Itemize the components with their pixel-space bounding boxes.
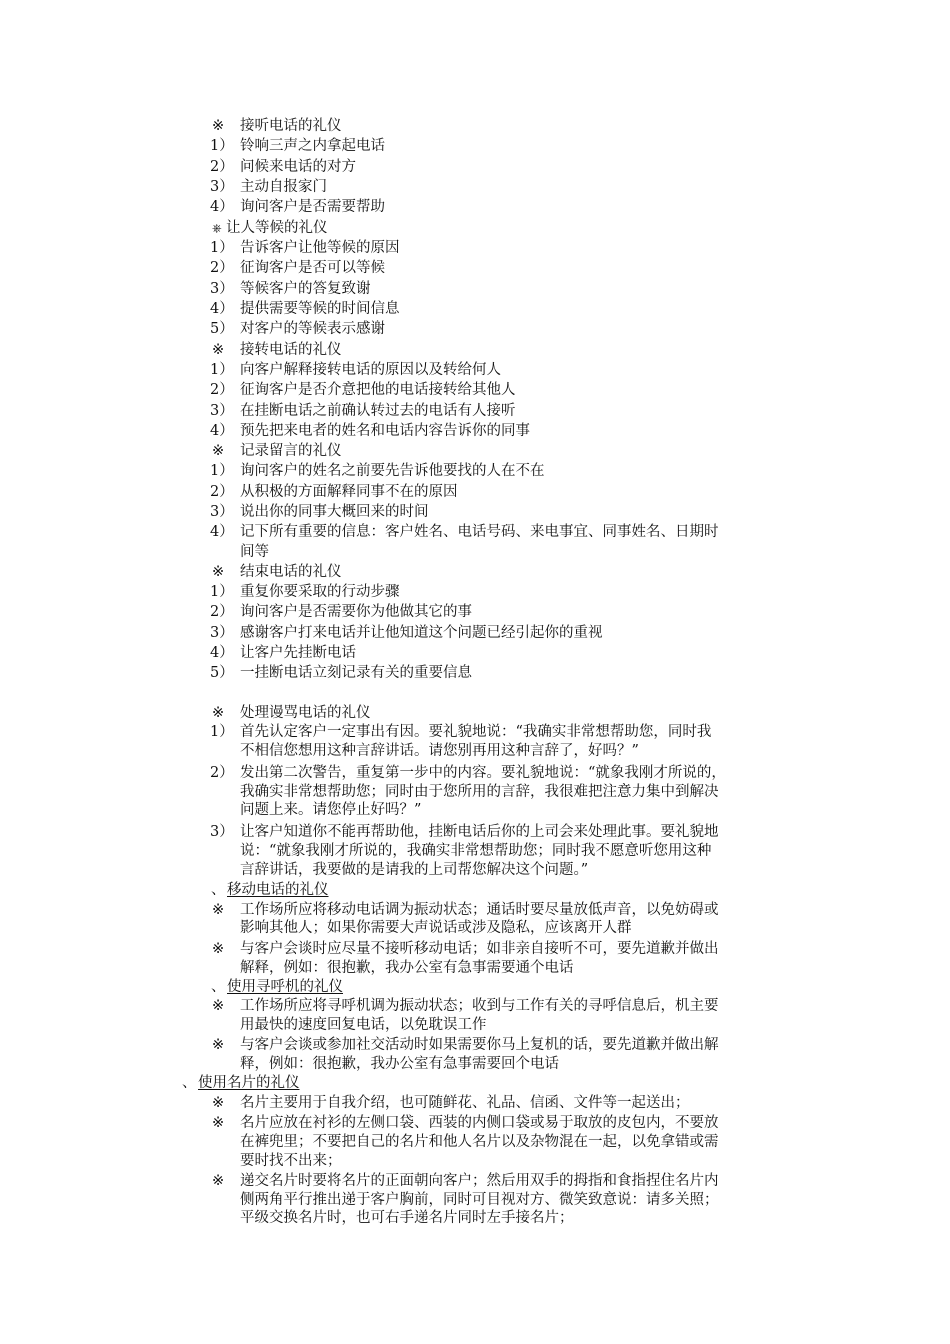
item-text: 主动自报家门 <box>240 179 327 195</box>
item-text: 不相信您想用这种言辞讲话。请您别再用这种言辞了，好吗？” <box>240 743 639 759</box>
item-text: 在挂断电话之前确认转过去的电话有人接听 <box>240 403 516 419</box>
item-text: 问题上来。请您停止好吗？” <box>240 802 422 818</box>
item-text: 征询客户是否介意把他的电话接转给其他人 <box>240 382 516 398</box>
item-text: 工作场所应将移动电话调为振动状态；通话时要尽量放低声音，以免妨碍或 <box>240 902 719 918</box>
item-text: 工作场所应将寻呼机调为振动状态；收到与工作有关的寻呼信息后，机主要 <box>240 998 719 1014</box>
item-text: 与客户会谈时应尽量不接听移动电话；如非亲自接听不可，要先道歉并做出 <box>240 941 719 957</box>
item-text: 解释，例如：很抱歉，我办公室有急事需要通个电话 <box>240 960 574 976</box>
item-text: 名片应放在衬衫的左侧口袋、西装的内侧口袋或易于取放的皮包内，不要放 <box>240 1115 719 1131</box>
item-number: 3） <box>210 824 234 840</box>
item-number: 5） <box>210 321 234 337</box>
item-text: 预先把来电者的姓名和电话内容告诉你的同事 <box>240 423 530 439</box>
heading-text: 结束电话的礼仪 <box>240 564 342 580</box>
item-text: 提供需要等候的时间信息 <box>240 301 400 317</box>
item-text: 说出你的同事大概回来的时间 <box>240 504 429 520</box>
heading-text: 让人等候的礼仪 <box>226 220 328 236</box>
item-text: 释，例如：很抱歉，我办公室有急事需要回个电话 <box>240 1056 559 1072</box>
item-text: 等候客户的答复致谢 <box>240 281 371 297</box>
item-text: 铃响三声之内拿起电话 <box>240 138 385 154</box>
item-text: 首先认定客户一定事出有因。要礼貌地说：“我确实非常想帮助您，同时我 <box>240 724 712 740</box>
item-number: 2） <box>210 604 234 620</box>
reference-mark: ※ <box>212 443 225 459</box>
item-text: 问候来电话的对方 <box>240 159 356 175</box>
item-number: 3） <box>210 625 234 641</box>
helm-symbol-icon: ⎈ <box>212 221 222 235</box>
item-number: 1） <box>210 584 234 600</box>
item-number: 1） <box>210 463 234 479</box>
enumeration-comma: 、 <box>182 1075 197 1091</box>
item-text: 对客户的等候表示感谢 <box>240 321 385 337</box>
reference-mark: ※ <box>212 998 225 1014</box>
reference-mark: ※ <box>212 118 225 134</box>
item-text: 询问客户是否需要帮助 <box>240 199 385 215</box>
item-number: 3） <box>210 403 234 419</box>
item-number: 3） <box>210 504 234 520</box>
reference-mark: ※ <box>212 1173 225 1189</box>
heading-text: 移动电话的礼仪 <box>227 882 329 898</box>
enumeration-comma: 、 <box>211 882 226 898</box>
heading-text: 记录留言的礼仪 <box>240 443 342 459</box>
item-text: 说：“就象我刚才所说的，我确实非常想帮助您；同时我不愿意听您用这种 <box>240 843 712 859</box>
item-text: 一挂断电话立刻记录有关的重要信息 <box>240 665 472 681</box>
enumeration-comma: 、 <box>211 979 226 995</box>
item-number: 2） <box>210 382 234 398</box>
reference-mark: ※ <box>212 941 225 957</box>
item-text: 询问客户是否需要你为他做其它的事 <box>240 604 472 620</box>
item-number: 1） <box>210 138 234 154</box>
item-text: 询问客户的姓名之前要先告诉他要找的人在不在 <box>240 463 545 479</box>
heading-text: 接转电话的礼仪 <box>240 342 342 358</box>
item-text: 征询客户是否可以等候 <box>240 260 385 276</box>
item-text: 名片主要用于自我介绍，也可随鲜花、礼品、信函、文件等一起送出； <box>240 1095 690 1111</box>
item-text: 向客户解释接转电话的原因以及转给何人 <box>240 362 501 378</box>
item-text: 间等 <box>240 544 269 560</box>
item-text: 在裤兜里；不要把自己的名片和他人名片以及杂物混在一起，以免拿错或需 <box>240 1134 719 1150</box>
item-text: 要时找不出来； <box>240 1153 342 1169</box>
item-number: 1） <box>210 240 234 256</box>
item-text: 告诉客户让他等候的原因 <box>240 240 400 256</box>
heading-text: 使用名片的礼仪 <box>198 1075 300 1091</box>
item-text: 让客户知道你不能再帮助他，挂断电话后你的上司会来处理此事。要礼貌地 <box>240 824 719 840</box>
item-number: 2） <box>210 260 234 276</box>
reference-mark: ※ <box>212 1095 225 1111</box>
item-text: 发出第二次警告，重复第一步中的内容。要礼貌地说：“就象我刚才所说的， <box>240 765 726 781</box>
reference-mark: ※ <box>212 705 225 721</box>
reference-mark: ※ <box>212 902 225 918</box>
item-number: 2） <box>210 484 234 500</box>
reference-mark: ※ <box>212 564 225 580</box>
item-text: 言辞讲话，我要做的是请我的上司帮您解决这个问题。” <box>240 862 589 878</box>
item-number: 4） <box>210 645 234 661</box>
item-number: 3） <box>210 281 234 297</box>
item-text: 用最快的速度回复电话，以免耽误工作 <box>240 1017 487 1033</box>
item-text: 重复你要采取的行动步骤 <box>240 584 400 600</box>
item-text: 记下所有重要的信息：客户姓名、电话号码、来电事宜、同事姓名、日期时 <box>240 524 719 540</box>
item-number: 4） <box>210 199 234 215</box>
item-number: 4） <box>210 301 234 317</box>
heading-text: 使用寻呼机的礼仪 <box>227 979 343 995</box>
item-number: 2） <box>210 159 234 175</box>
item-text: 递交名片时要将名片的正面朝向客户；然后用双手的拇指和食指捏住名片内 <box>240 1173 719 1189</box>
heading-text: 接听电话的礼仪 <box>240 118 342 134</box>
item-number: 4） <box>210 524 234 540</box>
item-text: 感谢客户打来电话并让他知道这个问题已经引起你的重视 <box>240 625 603 641</box>
item-text: 让客户先挂断电话 <box>240 645 356 661</box>
item-text: 我确实非常想帮助您；同时由于您所用的言辞，我很难把注意力集中到解决 <box>240 784 719 800</box>
item-number: 5） <box>210 665 234 681</box>
reference-mark: ※ <box>212 1115 225 1131</box>
heading-text: 处理谩骂电话的礼仪 <box>240 705 371 721</box>
item-number: 1） <box>210 362 234 378</box>
item-number: 2） <box>210 765 234 781</box>
item-text: 侧两角平行推出递于客户胸前，同时可目视对方、微笑致意说：请多关照； <box>240 1192 719 1208</box>
item-text: 平级交换名片时，也可右手递名片同时左手接名片； <box>240 1210 574 1226</box>
reference-mark: ※ <box>212 342 225 358</box>
item-number: 4） <box>210 423 234 439</box>
reference-mark: ※ <box>212 1037 225 1053</box>
item-text: 与客户会谈或参加社交活动时如果需要你马上复机的话，要先道歉并做出解 <box>240 1037 719 1053</box>
item-text: 从积极的方面解释同事不在的原因 <box>240 484 458 500</box>
item-number: 1） <box>210 724 234 740</box>
item-text: 影响其他人；如果你需要大声说话或涉及隐私，应该离开人群 <box>240 920 632 936</box>
item-number: 3） <box>210 179 234 195</box>
